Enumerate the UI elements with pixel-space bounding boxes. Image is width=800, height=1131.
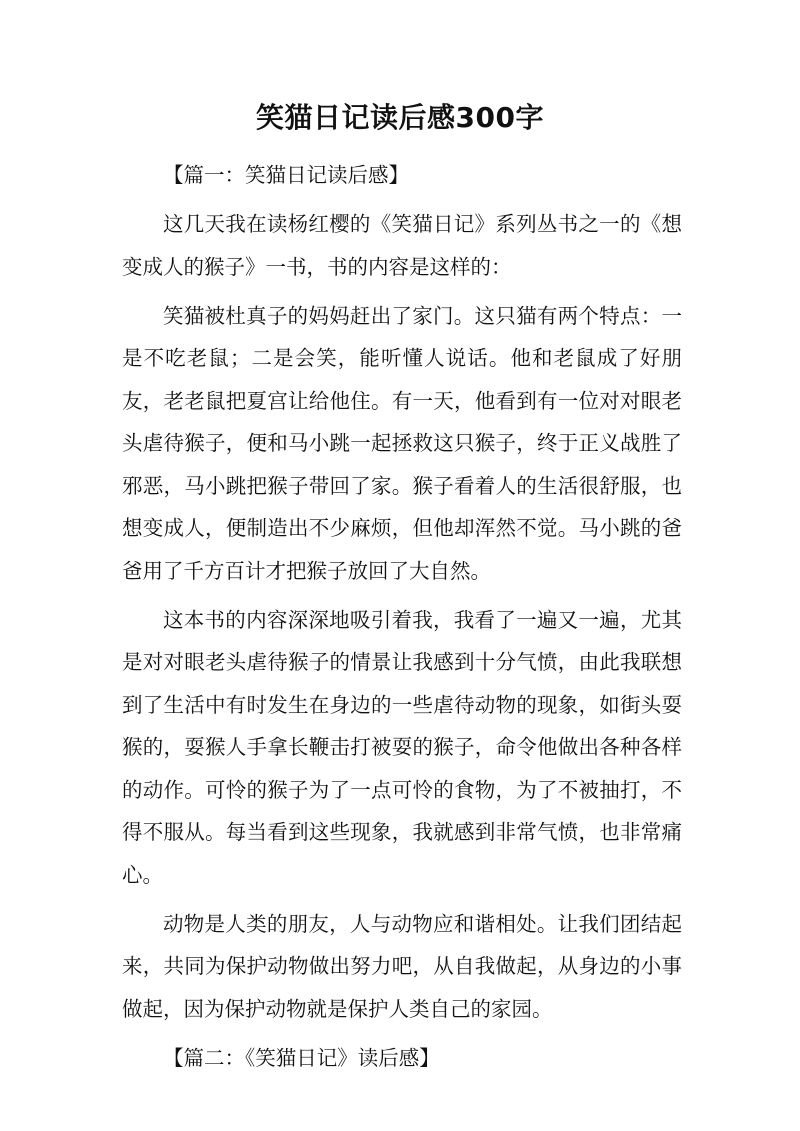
paragraph-intro: 这几天我在读杨红樱的《笑猫日记》系列丛书之一的《想变成人的猴子》一书，书的内容是这样的： xyxy=(122,212,682,279)
document-body xyxy=(122,154,682,1086)
paragraph-reflection: 这本书的内容深深地吸引着我，我看了一遍又一遍，尤其是对对眼老头虐待猴子的情景让我感到十分气愤，由此我联想到了生活中有时发生在身边的一些虐待动物的现象，如街头耍猴的，耍猴人手拿长鞭击打被耍的猴子，命令他做出各种各样的动作。可怜的猴子为了一点可怜的食物，为了不被抽打，不得不服从。每当看到这些现象，我就感到非常气愤，也非常痛心。 xyxy=(122,607,682,887)
paragraph-conclusion: 动物是人类的朋友，人与动物应和谐相处。让我们团结起来，共同为保护动物做出努力吧，从自我做起，从身边的小事做起，因为保护动物就是保护人类自己的家园。 xyxy=(122,911,682,1021)
page-title: 笑猫日记读后感300字 xyxy=(256,101,544,134)
section-heading-2: 【篇二：《笑猫日记》读后感】 xyxy=(163,1045,440,1070)
section-heading-1: 【篇一：笑猫日记读后感】 xyxy=(163,163,409,187)
paragraph-summary: 笑猫被杜真子的妈妈赶出了家门。这只猫有两个特点：一是不吃老鼠；二是会笑，能听懂人说话。他和老鼠成了好朋友，老老鼠把夏宫让给他住。有一天，他看到有一位对对眼老头虐待猴子，便和马小跳一起拯救这只猴子，终于正义战胜了邪恶，马小跳把猴子带回了家。猴子看着人的生活很舒服，也想变成人，便制造出不少麻烦，但他却浑然不觉。马小跳的爸爸用了千方百计才把猴子放回了大自然。 xyxy=(122,303,682,583)
